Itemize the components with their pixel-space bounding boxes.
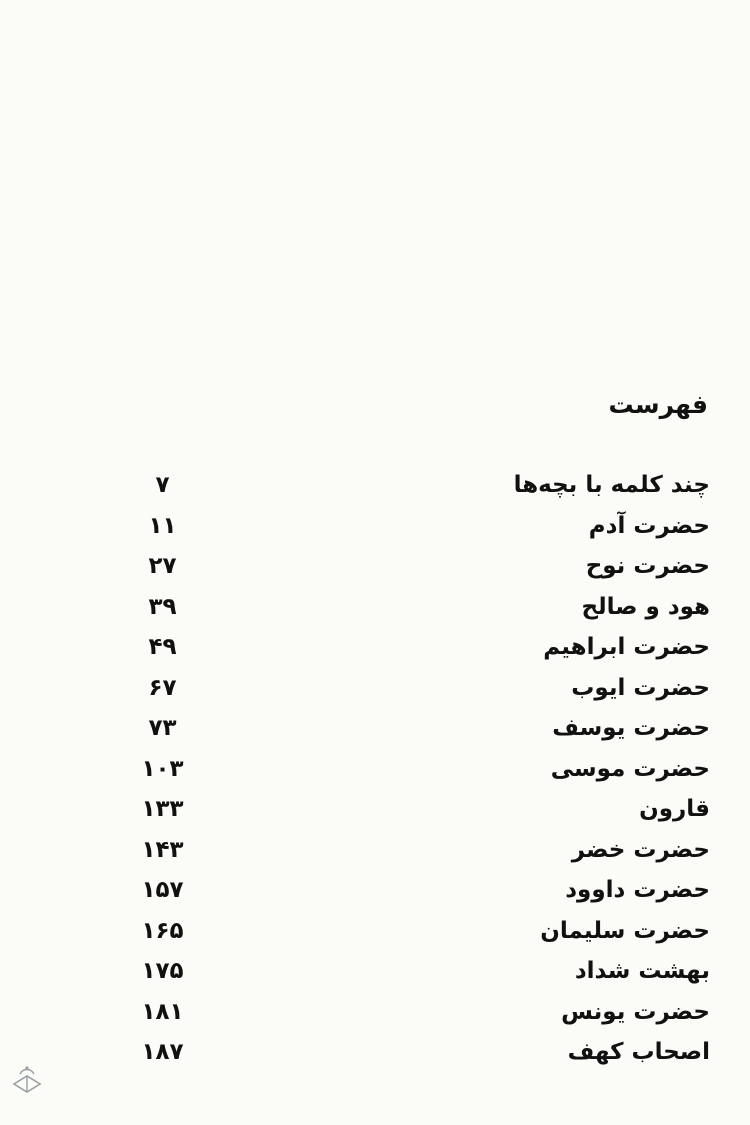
toc-entry <box>0 713 750 754</box>
toc-entry-page-number: ۶۷ <box>148 674 177 701</box>
toc-entry-page-number: ۳۹ <box>148 593 177 620</box>
toc-entry <box>0 1037 750 1078</box>
toc-heading: فهرست <box>608 390 708 419</box>
toc-entry <box>0 551 750 592</box>
toc-entry-title: بهشت شداد <box>574 958 710 984</box>
toc-entry-title: چند کلمه با بچه‌ها <box>513 472 710 498</box>
toc-entry <box>0 632 750 673</box>
toc-entry <box>0 470 750 511</box>
toc-entry-page-number: ۱۰۳ <box>141 755 184 782</box>
toc-entry <box>0 835 750 876</box>
toc-entry-page-number: ۱۵۷ <box>141 877 184 903</box>
toc-entry <box>0 592 750 633</box>
toc-entry <box>0 511 750 552</box>
toc-entry <box>0 754 750 795</box>
toc-entry-title: حضرت داوود <box>565 877 710 903</box>
toc-entry-title: حضرت نوح <box>585 553 710 579</box>
toc-entry <box>0 794 750 835</box>
toc-entry-title: هود و صالح <box>581 593 710 620</box>
toc-entry-title: حضرت سلیمان <box>540 917 710 944</box>
toc-entry-title: حضرت موسی <box>550 755 710 782</box>
toc-entry <box>0 916 750 957</box>
toc-entry-page-number: ۱۷۵ <box>141 958 184 984</box>
toc-entry <box>0 673 750 714</box>
toc-entry-title: حضرت آدم <box>588 512 710 539</box>
toc-entry-page-number: ۱۸۷ <box>141 1039 184 1065</box>
toc-entry-page-number: ۷۳ <box>148 715 177 741</box>
toc-entry-page-number: ۷ <box>155 472 170 498</box>
toc-entry <box>0 956 750 997</box>
toc-entry-title: اصحاب کهف <box>567 1039 710 1065</box>
toc-entry-title: قارون <box>639 796 710 822</box>
toc-entry-title: حضرت ایوب <box>571 674 710 701</box>
toc-entry-title: حضرت خضر <box>571 836 710 863</box>
toc-list <box>0 470 750 1078</box>
toc-entry-page-number: ۱۴۳ <box>141 836 184 863</box>
book-publisher-logo-icon <box>10 1062 44 1096</box>
toc-entry-page-number: ۴۹ <box>148 634 177 660</box>
toc-entry-page-number: ۱۶۵ <box>141 917 184 944</box>
toc-entry <box>0 875 750 916</box>
toc-entry-page-number: ۲۷ <box>148 553 177 579</box>
toc-entry-title: حضرت ابراهیم <box>543 634 710 660</box>
toc-entry-title: حضرت یوسف <box>552 715 710 741</box>
toc-entry-page-number: ۱۱ <box>148 512 177 539</box>
toc-entry-page-number: ۱۸۱ <box>141 998 184 1025</box>
toc-entry-title: حضرت یونس <box>561 998 710 1025</box>
toc-entry-page-number: ۱۳۳ <box>141 796 184 822</box>
toc-entry <box>0 997 750 1038</box>
